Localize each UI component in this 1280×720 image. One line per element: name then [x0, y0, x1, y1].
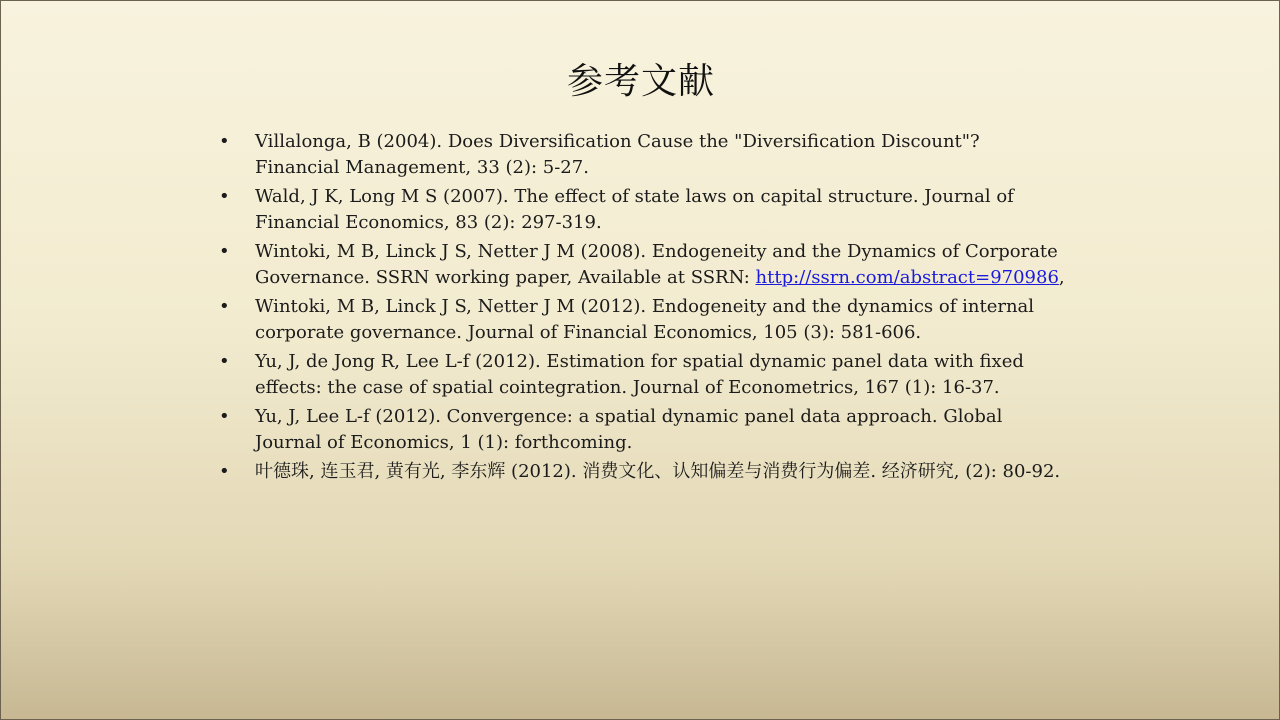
reference-text: Yu, J, de Jong R, Lee L-f (2012). Estimation for spatial dynamic panel data with fixed effects: the case of spatial cointegration. Journal of Econometrics, 167 (1): 16-37.	[255, 351, 1024, 398]
bullet-icon: •	[219, 351, 230, 372]
reference-item	[219, 459, 1069, 485]
reference-text: Wald, J K, Long M S (2007). The effect of state laws on capital structure. Journal of Financial Economics, 83 (2): 297-319.	[255, 186, 1014, 233]
reference-item	[219, 239, 1069, 290]
reference-text: Villalonga, B (2004). Does Diversification Cause the "Diversification Discount"? Financial Management, 33 (2): 5-27.	[255, 131, 980, 178]
reference-text: Wintoki, M B, Linck J S, Netter J M (2008). Endogeneity and the Dynamics of Corporate Governance. SSRN working paper, Available at SSRN:	[255, 241, 1058, 288]
reference-text: 叶德珠, 连玉君, 黄有光, 李东辉 (2012). 消费文化、认知偏差与消费行为偏差. 经济研究, (2): 80-92.	[255, 461, 1061, 482]
bullet-icon: •	[219, 296, 230, 317]
bullet-icon: •	[219, 241, 230, 262]
reference-item	[219, 349, 1069, 400]
slide-title: 参考文献	[566, 61, 715, 102]
reference-trailing: ,	[1058, 266, 1065, 288]
reference-list	[219, 129, 1069, 489]
bullet-icon: •	[219, 186, 230, 207]
bullet-icon: •	[219, 406, 230, 427]
reference-item	[219, 294, 1069, 345]
reference-item	[219, 404, 1069, 455]
reference-text: Wintoki, M B, Linck J S, Netter J M (2012). Endogeneity and the dynamics of internal corporate governance. Journal of Financial Economics, 105 (3): 581-606.	[255, 296, 1035, 343]
reference-text: Yu, J, Lee L-f (2012). Convergence: a spatial dynamic panel data approach. Global Journal of Economics, 1 (1): forthcoming.	[255, 406, 1003, 453]
bullet-icon: •	[219, 131, 230, 152]
bullet-icon: •	[219, 461, 230, 482]
reference-item	[219, 129, 1069, 180]
ssrn-link[interactable]: http://ssrn.com/abstract=970986	[755, 266, 1059, 288]
reference-item	[219, 184, 1069, 235]
